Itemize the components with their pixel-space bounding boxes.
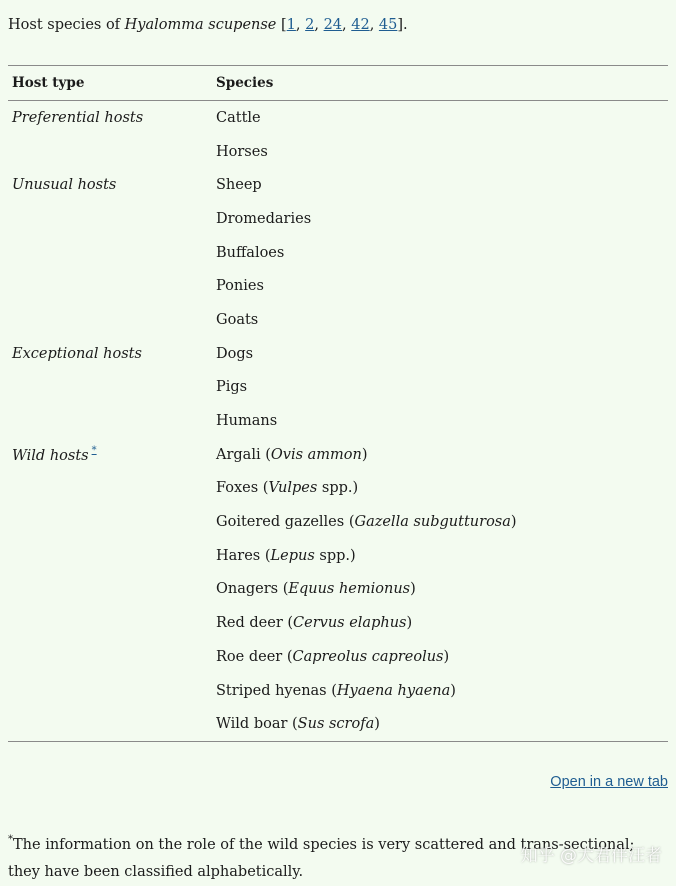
reference-separator: ,: [295, 17, 306, 33]
table-row: [8, 640, 668, 674]
table-row: [8, 505, 668, 539]
species-scientific-name: Hyaena hyaena: [336, 682, 451, 699]
species-suffix: ): [361, 446, 368, 463]
table-body: [8, 101, 668, 742]
host-type-cell: [8, 472, 212, 506]
host-type-cell: [8, 606, 212, 640]
species-cell: [212, 573, 668, 607]
host-type-cell: [8, 236, 212, 270]
species-common-name: Pigs: [216, 379, 248, 396]
species-scientific-name: Cervus elaphus: [293, 615, 407, 632]
species-suffix: ): [450, 682, 456, 699]
species-cell: [212, 707, 668, 741]
species-common-name: Goitered gazelles (: [216, 514, 355, 531]
host-type-cell: [8, 674, 212, 708]
host-type-cell: [8, 303, 212, 337]
species-cell: [212, 303, 668, 337]
reference-link[interactable]: 2: [305, 17, 315, 33]
table-row: [8, 539, 668, 573]
host-type-label: Exceptional hosts: [12, 345, 142, 362]
species-common-name: Striped hyenas (: [216, 682, 337, 699]
species-common-name: Hares (: [216, 547, 271, 564]
species-scientific-name: Vulpes: [268, 480, 318, 497]
host-species-table: [8, 65, 668, 742]
species-cell: [212, 404, 668, 438]
host-type-label: Wild hosts: [12, 448, 89, 465]
species-cell: [212, 505, 668, 539]
reference-link[interactable]: 42: [351, 17, 370, 33]
host-type-label: Preferential hosts: [12, 109, 144, 126]
table-row: [8, 573, 668, 607]
caption-open-bracket: [: [276, 17, 287, 33]
host-type-cell: [8, 101, 212, 135]
table-row: [8, 438, 668, 472]
species-cell: [212, 674, 668, 708]
species-common-name: Wild boar (: [216, 716, 298, 733]
reference-link[interactable]: 24: [323, 17, 343, 33]
open-in-new-tab-link[interactable]: Open in a new tab: [550, 774, 668, 790]
species-common-name: Humans: [216, 413, 278, 430]
species-suffix: ): [443, 648, 450, 665]
reference-list: [287, 17, 398, 33]
table-row: [8, 606, 668, 640]
species-cell: [212, 472, 668, 506]
reference-link[interactable]: 1: [286, 17, 296, 33]
caption-close-bracket: ].: [397, 17, 408, 33]
species-common-name: Roe deer (: [216, 648, 293, 665]
reference-separator: ,: [314, 17, 324, 33]
host-type-cell: [8, 168, 212, 202]
reference-separator: ,: [342, 17, 352, 33]
species-common-name: Argali (: [216, 446, 271, 463]
header-species: Species: [212, 66, 668, 101]
watermark: 知乎 @犬君伴汪者: [520, 846, 662, 866]
table-row: [8, 202, 668, 236]
species-cell: [212, 236, 668, 270]
species-suffix: ): [410, 581, 416, 598]
table-row: [8, 371, 668, 405]
species-cell: [212, 202, 668, 236]
caption-prefix: Host species of: [8, 17, 125, 33]
footnote-mark: *: [8, 834, 13, 845]
table-row: [8, 168, 668, 202]
host-type-label: Unusual hosts: [12, 177, 117, 194]
species-common-name: Red deer (: [216, 615, 294, 632]
species-common-name: Buffaloes: [216, 244, 285, 261]
species-scientific-name: Capreolus capreolus: [292, 648, 444, 665]
host-type-cell: [8, 505, 212, 539]
species-cell: [212, 337, 668, 371]
species-common-name: Cattle: [216, 109, 261, 126]
host-type-cell: [8, 640, 212, 674]
species-common-name: Goats: [216, 311, 259, 328]
species-common-name: Dogs: [216, 345, 254, 362]
species-cell: [212, 135, 668, 169]
table-row: [8, 135, 668, 169]
species-scientific-name: Lepus: [270, 547, 315, 564]
header-host-type: Host type: [8, 66, 212, 101]
species-scientific-name: Sus scrofa: [297, 716, 375, 733]
species-cell: [212, 168, 668, 202]
footnote-text: The information on the role of the wild species is very scattered and trans-sectional; they have been classified alphabetically.: [8, 837, 635, 880]
species-scientific-name: Ovis ammon: [270, 446, 362, 463]
species-cell: [212, 539, 668, 573]
species-common-name: Horses: [216, 143, 268, 160]
species-common-name: Ponies: [216, 278, 264, 295]
species-common-name: Onagers (: [216, 581, 289, 598]
host-type-cell: [8, 573, 212, 607]
table-row: [8, 707, 668, 741]
species-suffix: spp.): [317, 480, 359, 497]
host-type-cell: [8, 438, 212, 472]
species-suffix: spp.): [314, 547, 356, 564]
host-type-cell: [8, 539, 212, 573]
species-common-name: Dromedaries: [216, 210, 312, 227]
host-type-cell: [8, 371, 212, 405]
species-scientific-name: Equus hemionus: [288, 581, 411, 598]
table-row: [8, 101, 668, 135]
table-row: [8, 337, 668, 371]
table-header-row: [8, 66, 668, 101]
host-type-cell: [8, 269, 212, 303]
species-cell: [212, 640, 668, 674]
species-suffix: ): [406, 615, 413, 632]
species-cell: [212, 101, 668, 135]
table-row: [8, 269, 668, 303]
host-type-cell: [8, 337, 212, 371]
species-cell: [212, 438, 668, 472]
table-row: [8, 404, 668, 438]
table-row: [8, 303, 668, 337]
species-suffix: ): [374, 716, 380, 733]
host-type-cell: [8, 135, 212, 169]
species-common-name: Foxes (: [216, 480, 269, 497]
table-row: [8, 472, 668, 506]
caption-genus: Hyalomma scupense: [124, 17, 277, 33]
table-row: [8, 674, 668, 708]
reference-separator: ,: [369, 17, 379, 33]
species-cell: [212, 606, 668, 640]
host-type-cell: [8, 404, 212, 438]
species-scientific-name: Gazella subgutturosa: [354, 514, 511, 531]
species-cell: [212, 269, 668, 303]
footnote-link[interactable]: *: [91, 445, 97, 457]
species-common-name: Sheep: [216, 177, 262, 194]
host-type-cell: [8, 707, 212, 741]
species-suffix: ): [510, 514, 517, 531]
species-cell: [212, 371, 668, 405]
table-caption: [8, 14, 408, 36]
reference-link[interactable]: 45: [378, 17, 398, 33]
host-type-cell: [8, 202, 212, 236]
table-row: [8, 236, 668, 270]
